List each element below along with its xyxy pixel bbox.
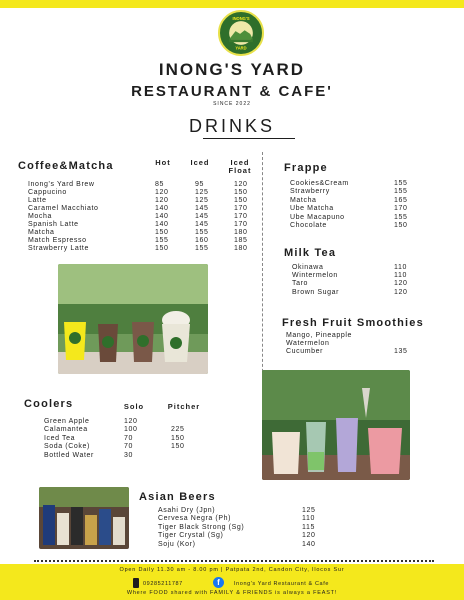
menu-row: [0, 237, 262, 245]
price-iced: 125: [195, 197, 209, 204]
price-float: 120: [234, 181, 248, 188]
price-hot: 140: [155, 213, 169, 220]
price-hot: 120: [155, 189, 169, 196]
item-name: Latte: [28, 197, 47, 204]
price-iced: 145: [195, 205, 209, 212]
coffee-section-title: Coffee&Matcha: [18, 160, 114, 172]
price-pitcher: 150: [171, 434, 185, 442]
brand-subtitle: RESTAURANT & CAFE': [131, 83, 333, 100]
col-solo-header: Solo: [123, 402, 145, 411]
price-float: 180: [234, 229, 248, 236]
price-iced: 145: [195, 213, 209, 220]
svg-text:YARD: YARD: [235, 45, 247, 51]
item-price: 120: [394, 288, 408, 296]
item-name: Bottled Water: [44, 451, 94, 459]
price-hot: 140: [155, 205, 169, 212]
item-name: Brown Sugar: [292, 288, 340, 296]
col-hot-header: Hot: [155, 158, 171, 167]
item-name: Cappucino: [28, 189, 67, 196]
coolers-section-title: Coolers: [24, 398, 74, 410]
milktea-section-title: Milk Tea: [284, 247, 337, 259]
item-name: Calamantea: [44, 426, 88, 434]
menu-row: [0, 222, 464, 230]
item-price: 110: [302, 515, 315, 523]
item-name: Okinawa: [292, 264, 324, 271]
title-underline: [203, 138, 295, 139]
item-name: Taro: [292, 280, 309, 288]
price-iced: 125: [195, 189, 209, 196]
svg-text:INONG'S: INONG'S: [232, 16, 250, 22]
price-iced: 155: [195, 229, 209, 236]
menu-row: [0, 188, 464, 196]
smoothies-section-title: Fresh Fruit Smoothies: [282, 317, 424, 329]
price-iced: 145: [195, 221, 209, 228]
menu-row: [0, 443, 262, 451]
menu-row: [0, 532, 464, 540]
item-name: Matcha: [290, 196, 317, 204]
item-name: Iced Tea: [44, 434, 76, 442]
phone-icon: [133, 578, 139, 588]
price-solo: 70: [124, 434, 133, 442]
smoothie-flavors-1: Mango, Pineapple: [286, 332, 353, 339]
price-iced: 160: [195, 237, 209, 244]
col-pitcher-header: Pitcher: [167, 402, 201, 411]
smoothies-photo: [262, 370, 410, 480]
frappe-section-title: Frappe: [284, 162, 328, 174]
price-float: 150: [234, 189, 248, 196]
coolers-menu-list: [0, 418, 262, 462]
phone-number[interactable]: 09285211787: [143, 581, 183, 587]
item-price: 140: [302, 540, 316, 548]
item-name: Matcha: [28, 229, 55, 236]
price-float: 180: [234, 245, 248, 252]
menu-row: [0, 205, 464, 213]
smoothie-price: 135: [394, 348, 408, 355]
item-name: Soda (Coke): [44, 443, 90, 451]
price-hot: 120: [155, 197, 169, 204]
menu-row: [0, 180, 464, 188]
item-price: 115: [302, 523, 315, 531]
facebook-page-name[interactable]: Inong's Yard Restaurant & Cafe: [234, 581, 329, 587]
price-solo: 120: [124, 418, 138, 425]
menu-row: [0, 507, 464, 515]
item-price: 120: [394, 280, 408, 288]
price-solo: 100: [124, 426, 138, 434]
page-title: DRINKS: [188, 116, 275, 136]
menu-row: [0, 524, 464, 532]
smoothie-flavors-2: Watermelon: [286, 340, 330, 347]
item-name: Match Espresso: [28, 237, 87, 244]
price-iced: 95: [195, 181, 204, 188]
item-name: Cervesa Negra (Ph): [158, 515, 232, 523]
price-float: 150: [234, 197, 248, 204]
item-price: 155: [394, 180, 408, 187]
price-solo: 30: [124, 451, 133, 459]
price-iced: 155: [195, 245, 209, 252]
item-name: Wintermelon: [292, 272, 338, 280]
coffee-drinks-photo: [58, 264, 208, 374]
frappe-menu-list: [0, 180, 464, 232]
menu-row: [0, 418, 262, 426]
menu-row: [0, 214, 464, 222]
beers-menu-list: [0, 507, 464, 551]
menu-row: [0, 245, 262, 253]
price-hot: 155: [155, 237, 169, 244]
footer-dotted-divider: [34, 560, 434, 562]
item-name: Spanish Latte: [28, 221, 79, 228]
since-year: SINCE 2022: [213, 101, 251, 107]
item-name: Strawberry Latte: [28, 245, 89, 252]
brand-name: INONG'S YARD: [158, 60, 306, 79]
menu-row: [0, 515, 464, 523]
item-price: 155: [394, 213, 408, 221]
item-name: Ube Matcha: [290, 205, 334, 213]
item-name: Asahi Dry (Jpn): [158, 507, 216, 514]
item-name: Soju (Kor): [158, 540, 196, 548]
menu-row: [0, 541, 464, 549]
item-name: Mocha: [28, 213, 53, 220]
item-price: 110: [394, 272, 407, 280]
price-solo: 70: [124, 443, 133, 451]
smoothie-flavors-3: Cucumber: [286, 348, 324, 355]
item-name: Inong's Yard Brew: [28, 181, 95, 188]
item-name: Strawberry: [290, 188, 330, 196]
menu-row: [0, 426, 262, 434]
top-yellow-bar: [0, 0, 464, 8]
menu-row: [0, 435, 262, 443]
price-hot: 140: [155, 221, 169, 228]
menu-row: [0, 197, 464, 205]
price-hot: 150: [155, 229, 169, 236]
menu-row: [0, 452, 262, 460]
price-float: 170: [234, 205, 248, 212]
price-hot: 150: [155, 245, 169, 252]
beers-section-title: Asian Beers: [139, 491, 216, 503]
price-hot: 85: [155, 181, 164, 188]
item-price: 170: [394, 205, 408, 213]
brand-logo: [218, 10, 264, 56]
price-float: 170: [234, 213, 248, 220]
item-name: Ube Macapuno: [290, 213, 345, 221]
item-price: 110: [394, 264, 407, 271]
item-price: 165: [394, 196, 408, 204]
item-name: Caramel Macchiato: [28, 205, 99, 212]
tagline: Where FOOD shared with FAMILY & FRIENDS is always a FEAST!: [126, 590, 338, 596]
item-price: 120: [302, 532, 316, 540]
price-pitcher: 225: [171, 426, 185, 434]
price-float: 170: [234, 221, 248, 228]
facebook-icon[interactable]: f: [213, 577, 224, 588]
item-name: Green Apple: [44, 418, 90, 425]
col-float-header: Iced Float: [228, 158, 252, 175]
item-price: 155: [394, 188, 408, 196]
item-name: Cookies&Cream: [290, 180, 349, 187]
item-name: Tiger Black Strong (Sg): [158, 523, 245, 531]
opening-hours-address: Open Daily 11.30 am - 8.00 pm | Patpata 2nd, Candon City, Ilocos Sur: [119, 567, 345, 573]
price-float: 185: [234, 237, 248, 244]
col-iced-header: Iced: [190, 158, 210, 167]
price-pitcher: 150: [171, 443, 185, 451]
item-price: 125: [302, 507, 316, 514]
item-name: Chocolate: [290, 222, 327, 229]
item-name: Tiger Crystal (Sg): [158, 532, 224, 540]
item-price: 150: [394, 222, 408, 229]
